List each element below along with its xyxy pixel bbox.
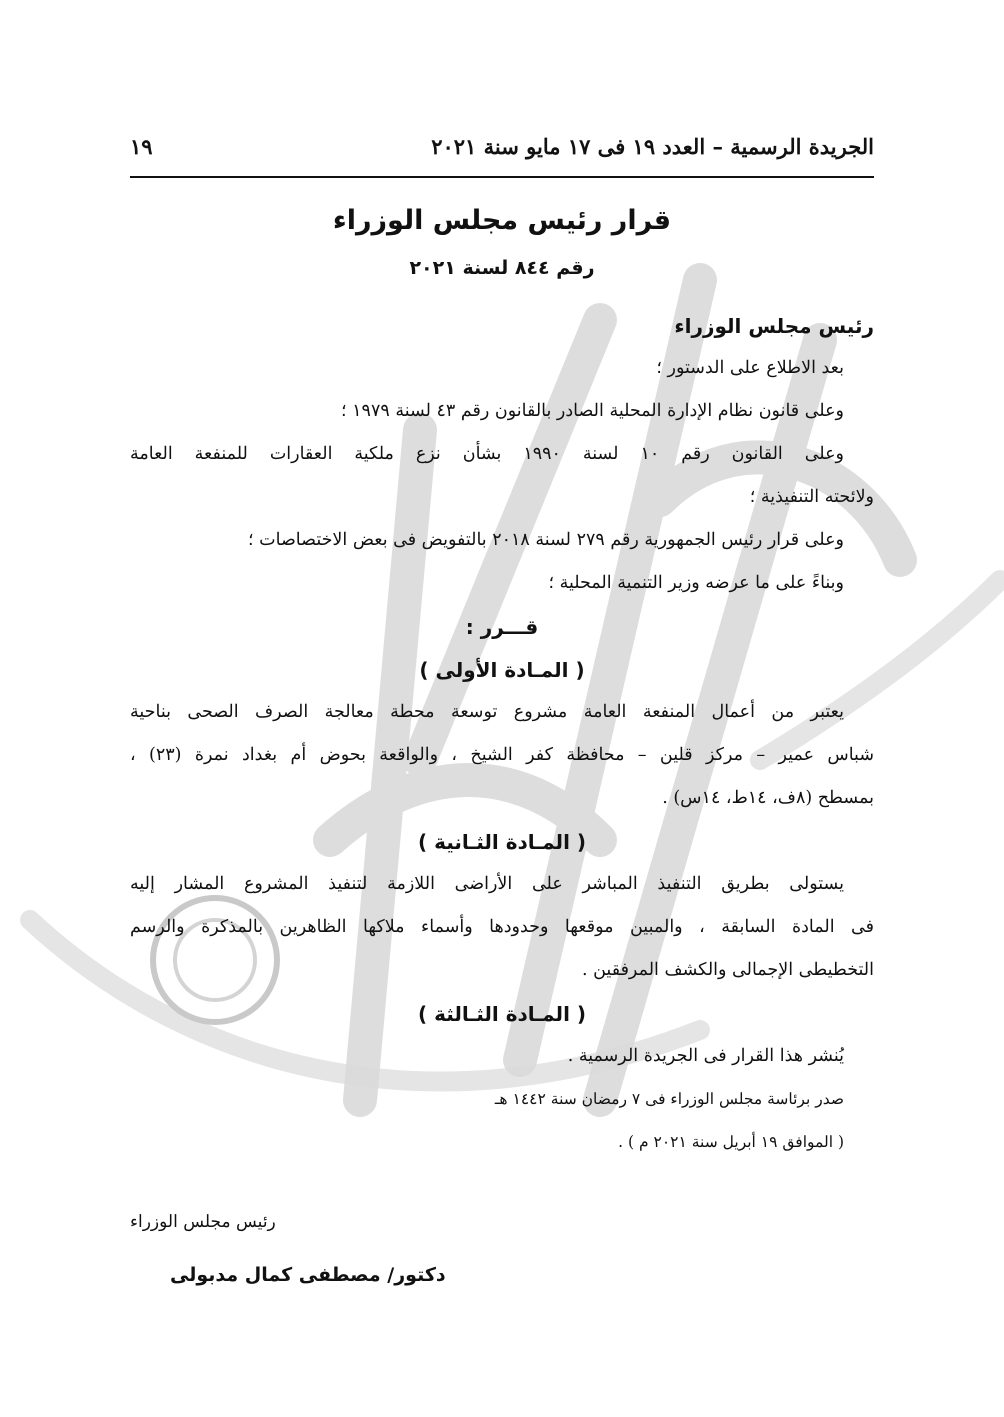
issuer-heading: رئيس مجلس الوزراء bbox=[674, 313, 874, 338]
issuance-date-hijri: صدر برئاسة مجلس الوزراء فى ٧ رمضان سنة ١٤٤٢ هـ bbox=[494, 1089, 844, 1108]
page-number: ١٩ bbox=[130, 133, 153, 159]
gazette-page bbox=[130, 0, 874, 1417]
preamble-local-admin-law: وعلى قانون نظام الإدارة المحلية الصادر بالقانون رقم ٤٣ لسنة ١٩٧٩ ؛ bbox=[341, 400, 844, 421]
article-1-line: يعتبر من أعمال المنفعة العامة مشروع توسعة محطة معالجة الصرف الصحى بناحية bbox=[130, 702, 844, 722]
article-2-heading: ( المـادة الثـانية ) bbox=[417, 829, 587, 854]
decree-body bbox=[130, 304, 874, 1164]
publication-info: الجريدة الرسمية – العدد ١٩ فى ١٧ مايو سنة ٢٠٢١ bbox=[431, 133, 874, 159]
decree-number: رقم ٨٤٤ لسنة ٢٠٢١ bbox=[409, 257, 595, 279]
article-3-line: يُنشر هذا القرار فى الجريدة الرسمية . bbox=[567, 1045, 844, 1066]
preamble-expropriation-law-cont: ولائحته التنفيذية ؛ bbox=[749, 486, 874, 507]
article-1-heading: ( المـادة الأولى ) bbox=[419, 657, 585, 682]
article-2-line: التخطيطى الإجمالى والكشف المرفقين . bbox=[581, 959, 874, 980]
article-1-line: بمسطح (٨ف، ١٤ط، ١٤س) . bbox=[662, 787, 874, 808]
preamble-minister-proposal: وبناءً على ما عرضه وزير التنمية المحلية ؛ bbox=[548, 572, 844, 593]
article-1-line: شباس عمير – مركز قلين – محافظة كفر الشيخ ، والواقعة بحوض أم بغداد نمرة (٢٣) ، bbox=[130, 745, 875, 765]
decided-heading: قـــرر : bbox=[465, 614, 539, 639]
page-header bbox=[130, 128, 874, 164]
preamble-expropriation-law: وعلى القانون رقم ١٠ لسنة ١٩٩٠ بشأن نزع ملكية العقارات للمنفعة العامة bbox=[130, 444, 844, 464]
preamble-constitution: بعد الاطلاع على الدستور ؛ bbox=[656, 357, 844, 378]
article-2-line: فى المادة السابقة ، والمبين موقعها وحدودها وأسماء ملاكها الظاهرين بالمذكرة والرسم bbox=[130, 917, 874, 937]
signature-name: دكتور/ مصطفى كمال مدبولى bbox=[170, 1264, 446, 1286]
article-3-heading: ( المـادة الثـالثة ) bbox=[417, 1001, 587, 1026]
preamble-presidential-decree: وعلى قرار رئيس الجمهورية رقم ٢٧٩ لسنة ٢٠١٨ بالتفويض فى بعض الاختصاصات ؛ bbox=[248, 529, 844, 550]
header-divider bbox=[130, 176, 874, 178]
decree-title: قرار رئيس مجلس الوزراء bbox=[332, 205, 672, 236]
signature-role: رئيس مجلس الوزراء bbox=[130, 1212, 276, 1232]
issuance-date-gregorian: ( الموافق ١٩ أبريل سنة ٢٠٢١ م ) . bbox=[618, 1132, 844, 1151]
article-2-line: يستولى بطريق التنفيذ المباشر على الأراضى اللازمة لتنفيذ المشروع المشار إليه bbox=[130, 874, 844, 894]
